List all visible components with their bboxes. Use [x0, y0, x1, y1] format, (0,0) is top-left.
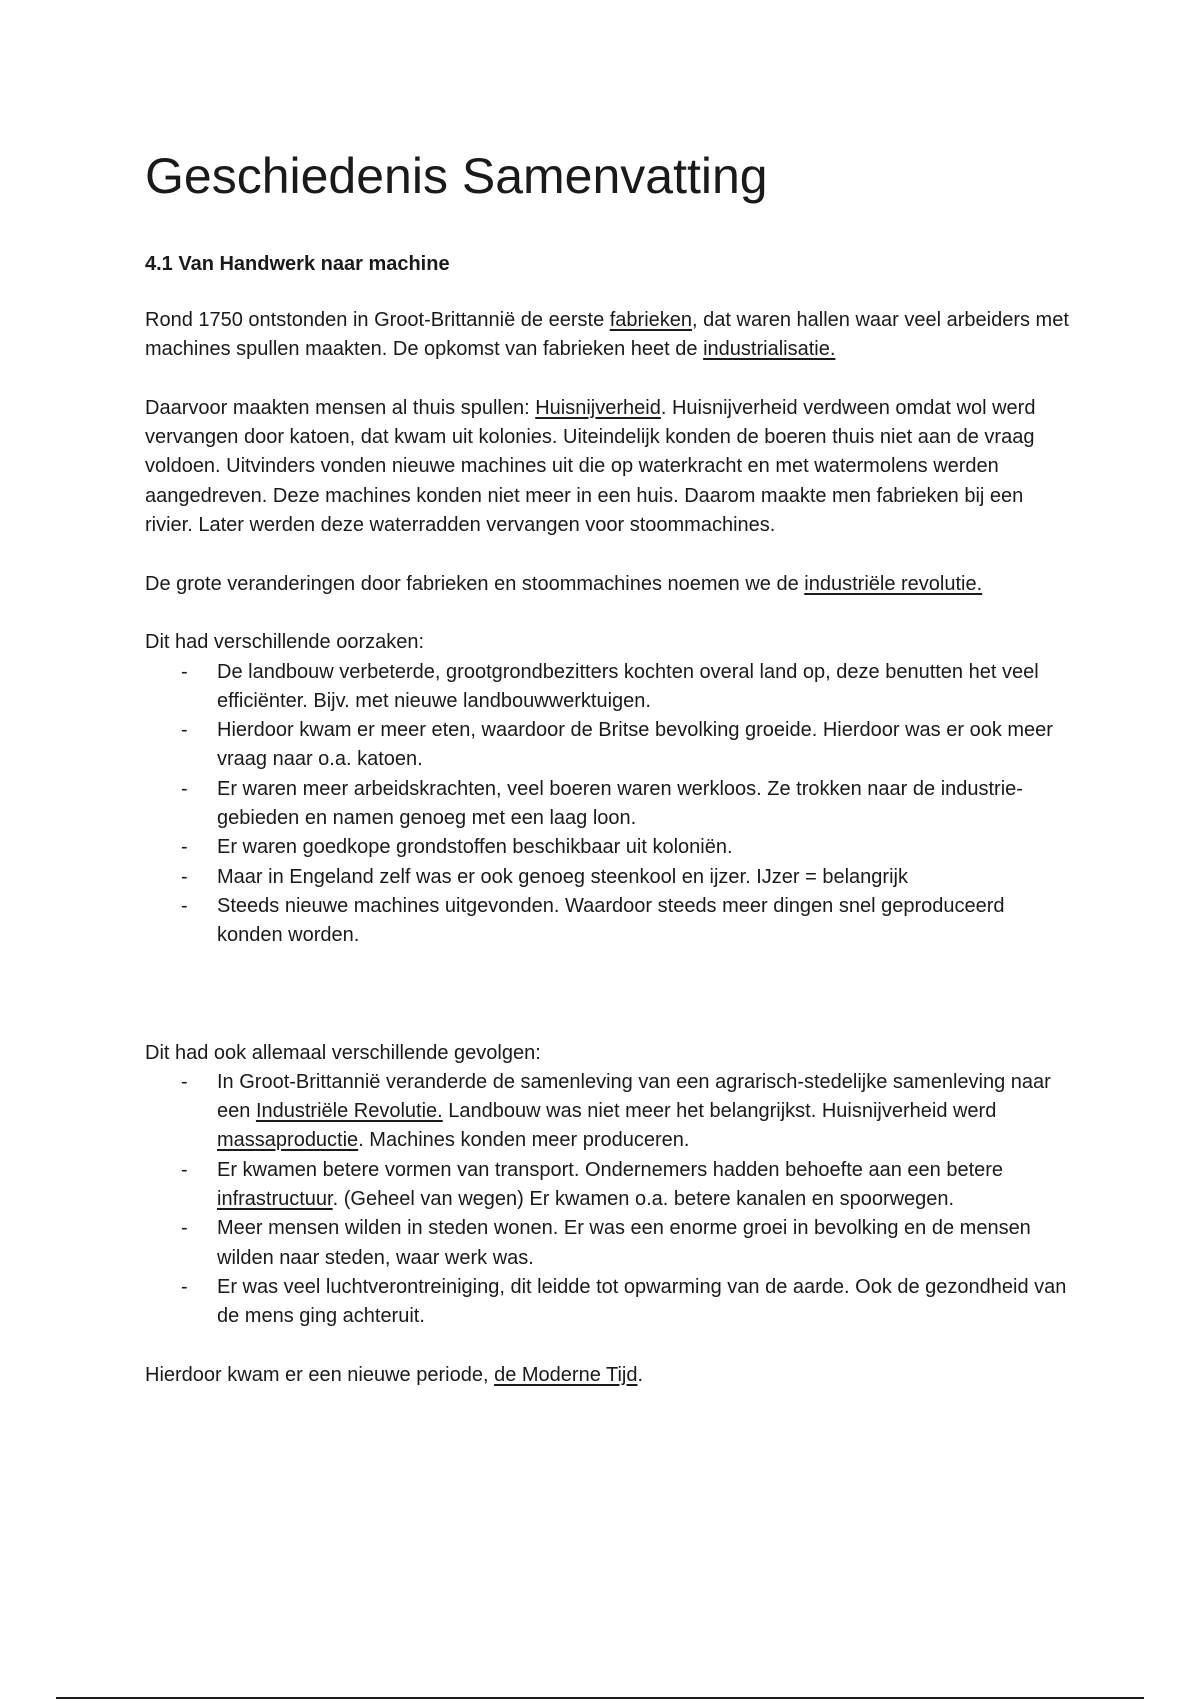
term-huisnijverheid: Huisnijverheid — [535, 396, 661, 419]
list-item — [217, 1156, 1075, 1215]
paragraph-text: , dat waren hallen waar veel arbeiders met machines spullen maakten. De opkomst van fabrieken heet de — [145, 309, 1069, 361]
term-industriele-revolutie-2: Industriële Revolutie. — [255, 1100, 443, 1123]
causes-list — [145, 658, 1075, 951]
effects-list — [145, 1068, 1075, 1332]
term-moderne-tijd: de Moderne Tijd — [494, 1363, 638, 1386]
term-infrastructuur: infrastructuur — [217, 1188, 333, 1211]
term-industrialisatie: industrialisatie. — [703, 338, 836, 361]
paragraph-text: Rond 1750 ontstonden in Groot-Brittannië de eerste — [145, 309, 610, 331]
bottom-divider — [56, 1697, 1144, 1699]
document-title: Geschiedenis Samenvatting — [145, 148, 768, 204]
spacer — [145, 951, 1075, 1039]
paragraph-text: De grote veranderingen door fabrieken en stoommachines noemen we de — [145, 572, 805, 595]
list-item: - De landbouw verbeterde, grootgrondbezitters kochten overal land op, deze benutten het veel efficiënter. Bijv. met nieuwe landbouwwerktuigen. — [217, 658, 1075, 717]
list-item: - Er waren goedkope grondstoffen beschikbaar uit koloniën. — [217, 833, 1075, 862]
term-massaproductie: massaproductie — [217, 1129, 359, 1152]
section-heading: 4.1 Van Handwerk naar machine — [145, 253, 450, 275]
document-body — [145, 306, 1075, 1419]
paragraph-text: . — [637, 1363, 644, 1386]
paragraph-text: Daarvoor maakten mensen al thuis spullen: — [145, 396, 536, 419]
paragraph-industrial-revolution — [145, 570, 1075, 599]
list-item-text: Landbouw was niet meer het belangrijkst. Huisnijverheid werd — [442, 1100, 997, 1123]
paragraph-text: . Huisnijverheid verdween omdat wol werd vervangen door katoen, dat kwam uit kolonies. Uiteindelijk konden de boeren thuis niet aan de vraag voldoen. Uitvinders vonden nieuwe machines uit die op waterkracht en met watermolens werden aangedreven. Deze machines konden niet meer in een huis. Daarom maakte men fabrieken bij een rivier. Later werden deze waterradden vervangen voor stoommachines. — [145, 396, 1036, 537]
list-item: - Steeds nieuwe machines uitgevonden. Waardoor steeds meer dingen snel geproduceerd konden worden. — [217, 892, 1075, 951]
list-item: - Maar in Engeland zelf was er ook genoeg steenkool en ijzer. IJzer = belangrijk — [217, 863, 1075, 892]
list-item-text: Er kwamen betere vormen van transport. Ondernemers hadden behoefte aan een betere — [217, 1158, 1004, 1181]
term-industriele-revolutie: industriële revolutie. — [804, 572, 983, 595]
list-item-text: . Machines konden meer produceren. — [358, 1129, 690, 1152]
list-item-text: . (Geheel van wegen) Er kwamen o.a. betere kanalen en spoorwegen. — [332, 1188, 955, 1211]
term-fabrieken: fabrieken — [609, 309, 693, 331]
list-item: - Er was veel luchtverontreiniging, dit leidde tot opwarming van de aarde. Ook de gezondheid van de mens ging achteruit. — [217, 1273, 1075, 1332]
paragraph-cottage-industry — [145, 394, 1075, 540]
list-item: - Hierdoor kwam er meer eten, waardoor de Britse bevolking groeide. Hierdoor was er ook meer vraag naar o.a. katoen. — [217, 716, 1075, 775]
list-item — [217, 1068, 1075, 1156]
list-item: - Meer mensen wilden in steden wonen. Er was een enorme groei in bevolking en de mensen wilden naar steden, waar werk was. — [217, 1214, 1075, 1273]
paragraph-text: Hierdoor kwam er een nieuwe periode, — [145, 1363, 495, 1386]
paragraph-factories — [145, 306, 1075, 365]
paragraph-closing — [145, 1361, 1075, 1390]
causes-intro: Dit had verschillende oorzaken: — [145, 631, 425, 654]
list-item: - Er waren meer arbeidskrachten, veel boeren waren werkloos. Ze trokken naar de industrie-gebieden en namen genoeg met een laag loon. — [217, 775, 1075, 834]
effects-intro: Dit had ook allemaal verschillende gevolgen: — [145, 1041, 541, 1064]
list-item-text: In Groot-Brittannië veranderde de samenleving van een agrarisch-stedelijke samenleving naar een — [217, 1070, 1051, 1123]
